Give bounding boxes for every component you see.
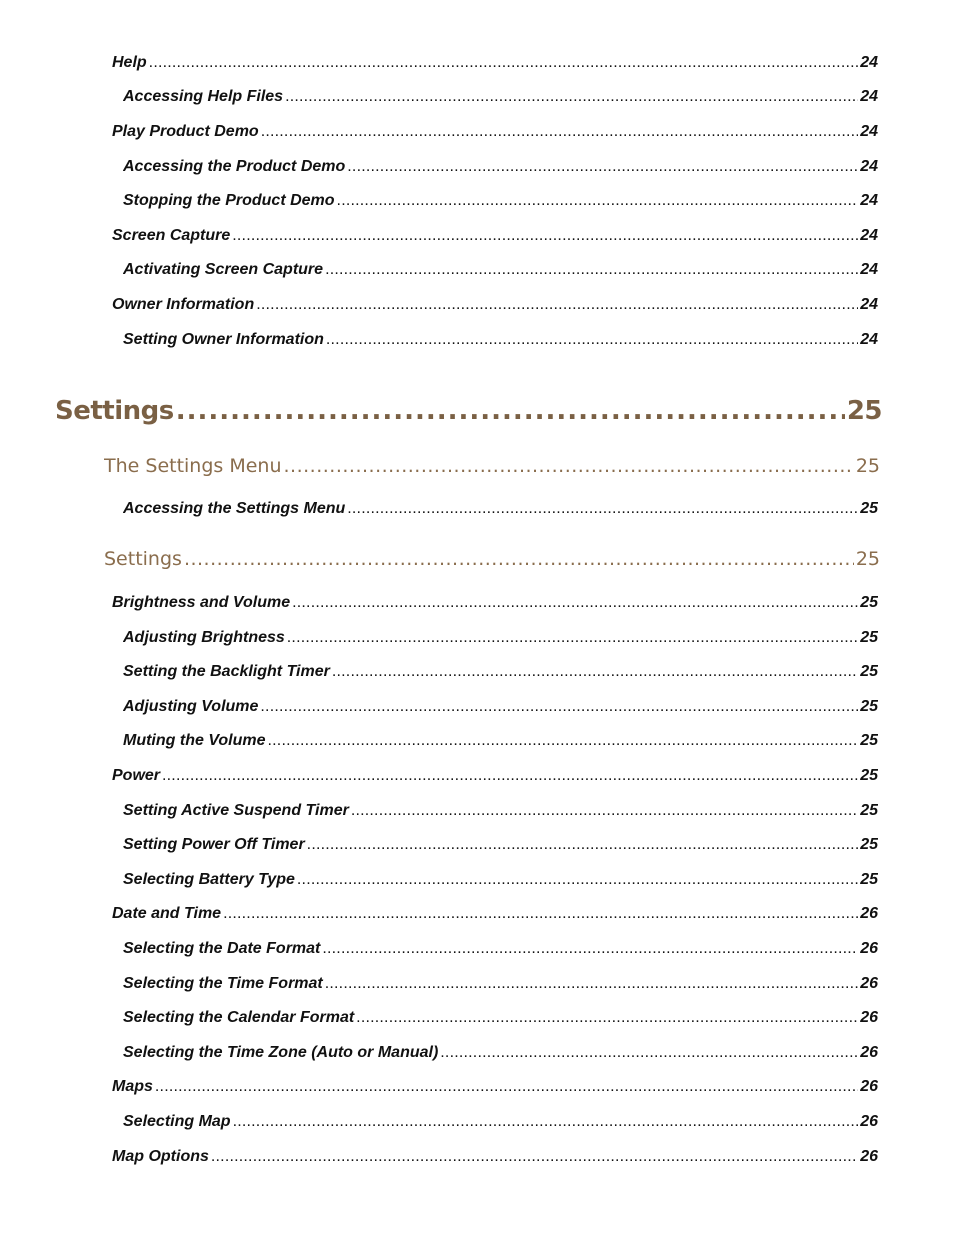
dot-leader bbox=[347, 498, 858, 520]
toc-entry-label: Map Options bbox=[112, 1148, 209, 1165]
dot-leader bbox=[211, 1146, 858, 1168]
dot-leader bbox=[326, 329, 858, 351]
toc-entry-label: Accessing the Product Demo bbox=[123, 158, 346, 175]
toc-entry-label: Brightness and Volume bbox=[112, 594, 291, 611]
toc-entry-accessing-product-demo[interactable] bbox=[123, 156, 878, 178]
toc-entry-selecting-calendar-format[interactable] bbox=[123, 1007, 878, 1029]
toc-entry-label: Accessing the Settings Menu bbox=[123, 500, 346, 517]
dot-leader bbox=[297, 869, 858, 891]
toc-entry-label: Owner Information bbox=[112, 296, 255, 313]
dot-leader bbox=[287, 627, 858, 649]
toc-entry-page: 25 bbox=[860, 836, 878, 853]
toc-section-page: 25 bbox=[855, 455, 880, 477]
dot-leader bbox=[184, 545, 854, 573]
toc-entry-adjusting-brightness[interactable] bbox=[123, 627, 878, 649]
dot-leader bbox=[356, 1007, 858, 1029]
toc-entry-label: Play Product Demo bbox=[112, 123, 259, 140]
toc-entry-help[interactable] bbox=[112, 52, 878, 74]
dot-leader bbox=[347, 156, 858, 178]
dot-leader bbox=[325, 973, 858, 995]
toc-entry-setting-backlight-timer[interactable] bbox=[123, 661, 878, 683]
toc-entry-page: 25 bbox=[860, 767, 878, 784]
dot-leader bbox=[260, 696, 858, 718]
toc-entry-power[interactable] bbox=[112, 765, 878, 787]
toc-chapter-page: 25 bbox=[846, 396, 882, 426]
toc-entry-label: Accessing Help Files bbox=[123, 88, 284, 105]
toc-entry-owner-information[interactable] bbox=[112, 294, 878, 316]
toc-entry-page: 26 bbox=[860, 1009, 878, 1026]
toc-entry-setting-active-suspend-timer[interactable] bbox=[123, 800, 878, 822]
dot-leader bbox=[232, 225, 858, 247]
toc-entry-page: 25 bbox=[860, 871, 878, 888]
toc-entry-label: Muting the Volume bbox=[123, 732, 266, 749]
toc-entry-label: Selecting the Date Format bbox=[123, 940, 321, 957]
dot-leader bbox=[256, 294, 858, 316]
toc-entry-selecting-battery-type[interactable] bbox=[123, 869, 878, 891]
toc-entry-setting-power-off-timer[interactable] bbox=[123, 834, 878, 856]
toc-entry-page: 26 bbox=[860, 1113, 878, 1130]
toc-entry-stopping-product-demo[interactable] bbox=[123, 190, 878, 212]
toc-section-page: 25 bbox=[855, 548, 880, 570]
toc-entry-page: 26 bbox=[860, 1148, 878, 1165]
toc-entry-page: 24 bbox=[860, 227, 878, 244]
toc-entry-selecting-time-format[interactable] bbox=[123, 973, 878, 995]
dot-leader bbox=[155, 1076, 858, 1098]
toc-entry-page: 25 bbox=[860, 802, 878, 819]
toc-entry-page: 24 bbox=[860, 158, 878, 175]
toc-entry-page: 26 bbox=[860, 1044, 878, 1061]
toc-entry-page: 25 bbox=[860, 629, 878, 646]
toc-entry-page: 25 bbox=[860, 698, 878, 715]
toc-entry-label: Adjusting Volume bbox=[123, 698, 259, 715]
dot-leader bbox=[261, 121, 859, 143]
dot-leader bbox=[440, 1042, 858, 1064]
dot-leader bbox=[322, 938, 858, 960]
dot-leader bbox=[351, 800, 858, 822]
toc-entry-label: Power bbox=[112, 767, 161, 784]
toc-entry-label: Setting Power Off Timer bbox=[123, 836, 305, 853]
toc-entry-label: Selecting the Time Format bbox=[123, 975, 323, 992]
toc-entry-label: Adjusting Brightness bbox=[123, 629, 285, 646]
toc-section-settings[interactable] bbox=[104, 545, 880, 573]
dot-leader bbox=[332, 661, 858, 683]
toc-entry-map-options[interactable] bbox=[112, 1146, 878, 1168]
dot-leader bbox=[292, 592, 858, 614]
dot-leader bbox=[285, 86, 858, 108]
toc-entry-label: Selecting the Calendar Format bbox=[123, 1009, 355, 1026]
toc-entry-label: Setting the Backlight Timer bbox=[123, 663, 330, 680]
toc-entry-play-product-demo[interactable] bbox=[112, 121, 878, 143]
dot-leader bbox=[325, 259, 858, 281]
toc-entry-page: 24 bbox=[860, 123, 878, 140]
toc-entry-selecting-time-zone[interactable] bbox=[123, 1042, 878, 1064]
dot-leader bbox=[233, 1111, 859, 1133]
toc-entry-label: Stopping the Product Demo bbox=[123, 192, 335, 209]
dot-leader bbox=[307, 834, 859, 856]
toc-entry-page: 24 bbox=[860, 192, 878, 209]
toc-entry-page: 24 bbox=[860, 54, 878, 71]
dot-leader bbox=[223, 903, 858, 925]
toc-entry-label: Setting Owner Information bbox=[123, 331, 324, 348]
toc-section-settings-menu[interactable] bbox=[104, 452, 880, 480]
toc-entry-selecting-date-format[interactable] bbox=[123, 938, 878, 960]
dot-leader bbox=[149, 52, 859, 74]
toc-entry-label: Help bbox=[112, 54, 147, 71]
toc-chapter-settings[interactable] bbox=[55, 393, 882, 429]
toc-entry-label: Screen Capture bbox=[112, 227, 231, 244]
toc-entry-page: 24 bbox=[860, 88, 878, 105]
dot-leader bbox=[176, 393, 845, 429]
toc-entry-label: Activating Screen Capture bbox=[123, 261, 324, 278]
toc-entry-page: 24 bbox=[860, 331, 878, 348]
toc-entry-page: 24 bbox=[860, 296, 878, 313]
toc-entry-page: 25 bbox=[860, 594, 878, 611]
dot-leader bbox=[162, 765, 858, 787]
toc-entry-accessing-help-files[interactable] bbox=[123, 86, 878, 108]
toc-entry-label: Maps bbox=[112, 1078, 153, 1095]
toc-entry-label: Date and Time bbox=[112, 905, 222, 922]
toc-entry-screen-capture[interactable] bbox=[112, 225, 878, 247]
toc-entry-label: Selecting Battery Type bbox=[123, 871, 295, 888]
toc-entry-page: 25 bbox=[860, 663, 878, 680]
toc-section-label: Settings bbox=[104, 548, 182, 570]
toc-entry-date-and-time[interactable] bbox=[112, 903, 878, 925]
toc-entry-label: Setting Active Suspend Timer bbox=[123, 802, 349, 819]
toc-entry-label: Selecting the Time Zone (Auto or Manual) bbox=[123, 1044, 439, 1061]
toc-entry-page: 26 bbox=[860, 905, 878, 922]
toc-entry-brightness-and-volume[interactable] bbox=[112, 592, 878, 614]
toc-section-label: The Settings Menu bbox=[104, 455, 282, 477]
toc-entry-setting-owner-information[interactable] bbox=[123, 329, 878, 351]
toc-chapter-label: Settings bbox=[55, 396, 174, 426]
toc-entry-selecting-map[interactable] bbox=[123, 1111, 878, 1133]
toc-entry-page: 26 bbox=[860, 1078, 878, 1095]
toc-entry-page: 25 bbox=[860, 732, 878, 749]
toc-entry-activating-screen-capture[interactable] bbox=[123, 259, 878, 281]
dot-leader bbox=[284, 452, 854, 480]
toc-entry-label: Selecting Map bbox=[123, 1113, 231, 1130]
toc-entry-maps[interactable] bbox=[112, 1076, 878, 1098]
toc-entry-page: 26 bbox=[860, 975, 878, 992]
toc-entry-accessing-settings-menu[interactable] bbox=[123, 498, 878, 520]
toc-entry-page: 26 bbox=[860, 940, 878, 957]
toc-entry-muting-volume[interactable] bbox=[123, 730, 878, 752]
dot-leader bbox=[268, 730, 859, 752]
dot-leader bbox=[337, 190, 859, 212]
toc-entry-page: 24 bbox=[860, 261, 878, 278]
toc-entry-adjusting-volume[interactable] bbox=[123, 696, 878, 718]
toc-entry-page: 25 bbox=[860, 500, 878, 517]
